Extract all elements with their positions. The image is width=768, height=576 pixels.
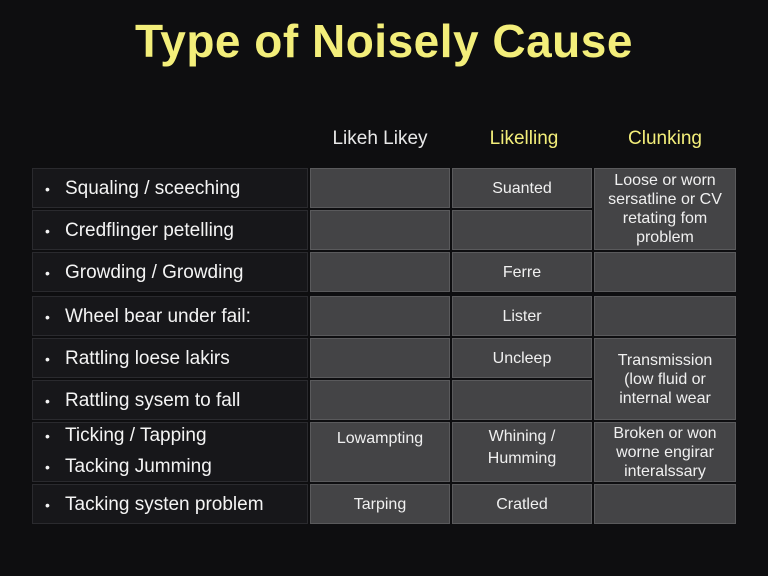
row-label: • Credflinger petelling bbox=[45, 220, 234, 241]
cell-text: worne engirar bbox=[616, 443, 714, 461]
cell-text: Lister bbox=[502, 307, 542, 325]
cell-text: Transmission bbox=[617, 351, 713, 369]
table-cell bbox=[594, 422, 736, 482]
table-cell bbox=[310, 380, 450, 420]
table-row-label-cell bbox=[32, 422, 308, 482]
cell-text: Humming bbox=[487, 450, 557, 467]
cell-text: Lowampting bbox=[336, 430, 424, 447]
cell-text: (low fluid or bbox=[624, 370, 706, 388]
cell-text: retating fom bbox=[622, 210, 708, 227]
table-cell bbox=[452, 422, 592, 482]
table-cell bbox=[452, 338, 592, 378]
bullet-icon: • bbox=[45, 392, 50, 409]
row-label: • Rattling sysem to fall bbox=[45, 390, 241, 411]
table-cell bbox=[310, 422, 450, 482]
cause-table bbox=[32, 168, 738, 528]
cell-text: Loose or worn bbox=[614, 172, 716, 189]
table-cell bbox=[310, 484, 450, 524]
cell-text: Ferre bbox=[502, 263, 542, 281]
cell-text: Whining / bbox=[488, 428, 556, 445]
bullet-icon: • bbox=[45, 264, 50, 281]
row-label: • Tacking Jumming bbox=[45, 456, 212, 477]
bullet-icon: • bbox=[45, 308, 50, 325]
cell-text: Suanted bbox=[492, 179, 552, 197]
cell-text: problem bbox=[636, 229, 694, 246]
cell-text: Tarping bbox=[353, 495, 407, 513]
table-row-label-cell bbox=[32, 168, 308, 208]
table-cell bbox=[310, 252, 450, 292]
table-cell bbox=[452, 296, 592, 336]
table-cell bbox=[452, 210, 592, 250]
bullet-icon: • bbox=[45, 427, 50, 444]
bullet-icon: • bbox=[45, 496, 50, 513]
table-cell bbox=[594, 168, 736, 250]
bullet-icon: • bbox=[45, 180, 50, 197]
row-label: • Growding / Growding bbox=[45, 262, 244, 283]
table-cell bbox=[310, 210, 450, 250]
page-title: Type of Noisely Cause bbox=[135, 15, 633, 67]
bullet-icon: • bbox=[45, 222, 50, 239]
cell-text: Uncleep bbox=[492, 349, 552, 367]
table-row-label-cell bbox=[32, 484, 308, 524]
table-cell bbox=[594, 484, 736, 524]
table-row-label-cell bbox=[32, 210, 308, 250]
table-cell bbox=[594, 252, 736, 292]
bullet-icon: • bbox=[45, 350, 50, 367]
column-header-likelling: Likelling bbox=[489, 128, 559, 149]
row-label: • Wheel bear under fail: bbox=[45, 306, 251, 327]
table-cell bbox=[452, 484, 592, 524]
bullet-icon: • bbox=[45, 458, 50, 475]
row-label: • Ticking / Tapping bbox=[45, 425, 207, 446]
table-cell bbox=[452, 168, 592, 208]
table-row-label-cell bbox=[32, 338, 308, 378]
cell-text: Broken or won bbox=[613, 424, 717, 442]
cell-text: Cratled bbox=[496, 495, 548, 513]
cell-text: sersatline or CV bbox=[608, 191, 722, 208]
table-row-label-cell bbox=[32, 252, 308, 292]
table-cell bbox=[594, 296, 736, 336]
table-cell bbox=[310, 338, 450, 378]
column-header-clunking: Clunking bbox=[628, 128, 702, 149]
table-cell bbox=[310, 168, 450, 208]
row-label: • Rattling loese lakirs bbox=[45, 348, 230, 369]
cell-text: internal wear bbox=[619, 389, 711, 407]
table-row-label-cell bbox=[32, 380, 308, 420]
table-cell bbox=[452, 252, 592, 292]
row-label: • Tacking systen problem bbox=[45, 494, 264, 515]
row-label: • Squaling / sceeching bbox=[45, 178, 241, 199]
table-cell bbox=[452, 380, 592, 420]
cell-text: interalssary bbox=[624, 462, 706, 480]
column-header-likeh-likey: Likeh Likey bbox=[332, 128, 428, 149]
table-row-label-cell bbox=[32, 296, 308, 336]
table-cell bbox=[594, 338, 736, 420]
table-cell bbox=[310, 296, 450, 336]
